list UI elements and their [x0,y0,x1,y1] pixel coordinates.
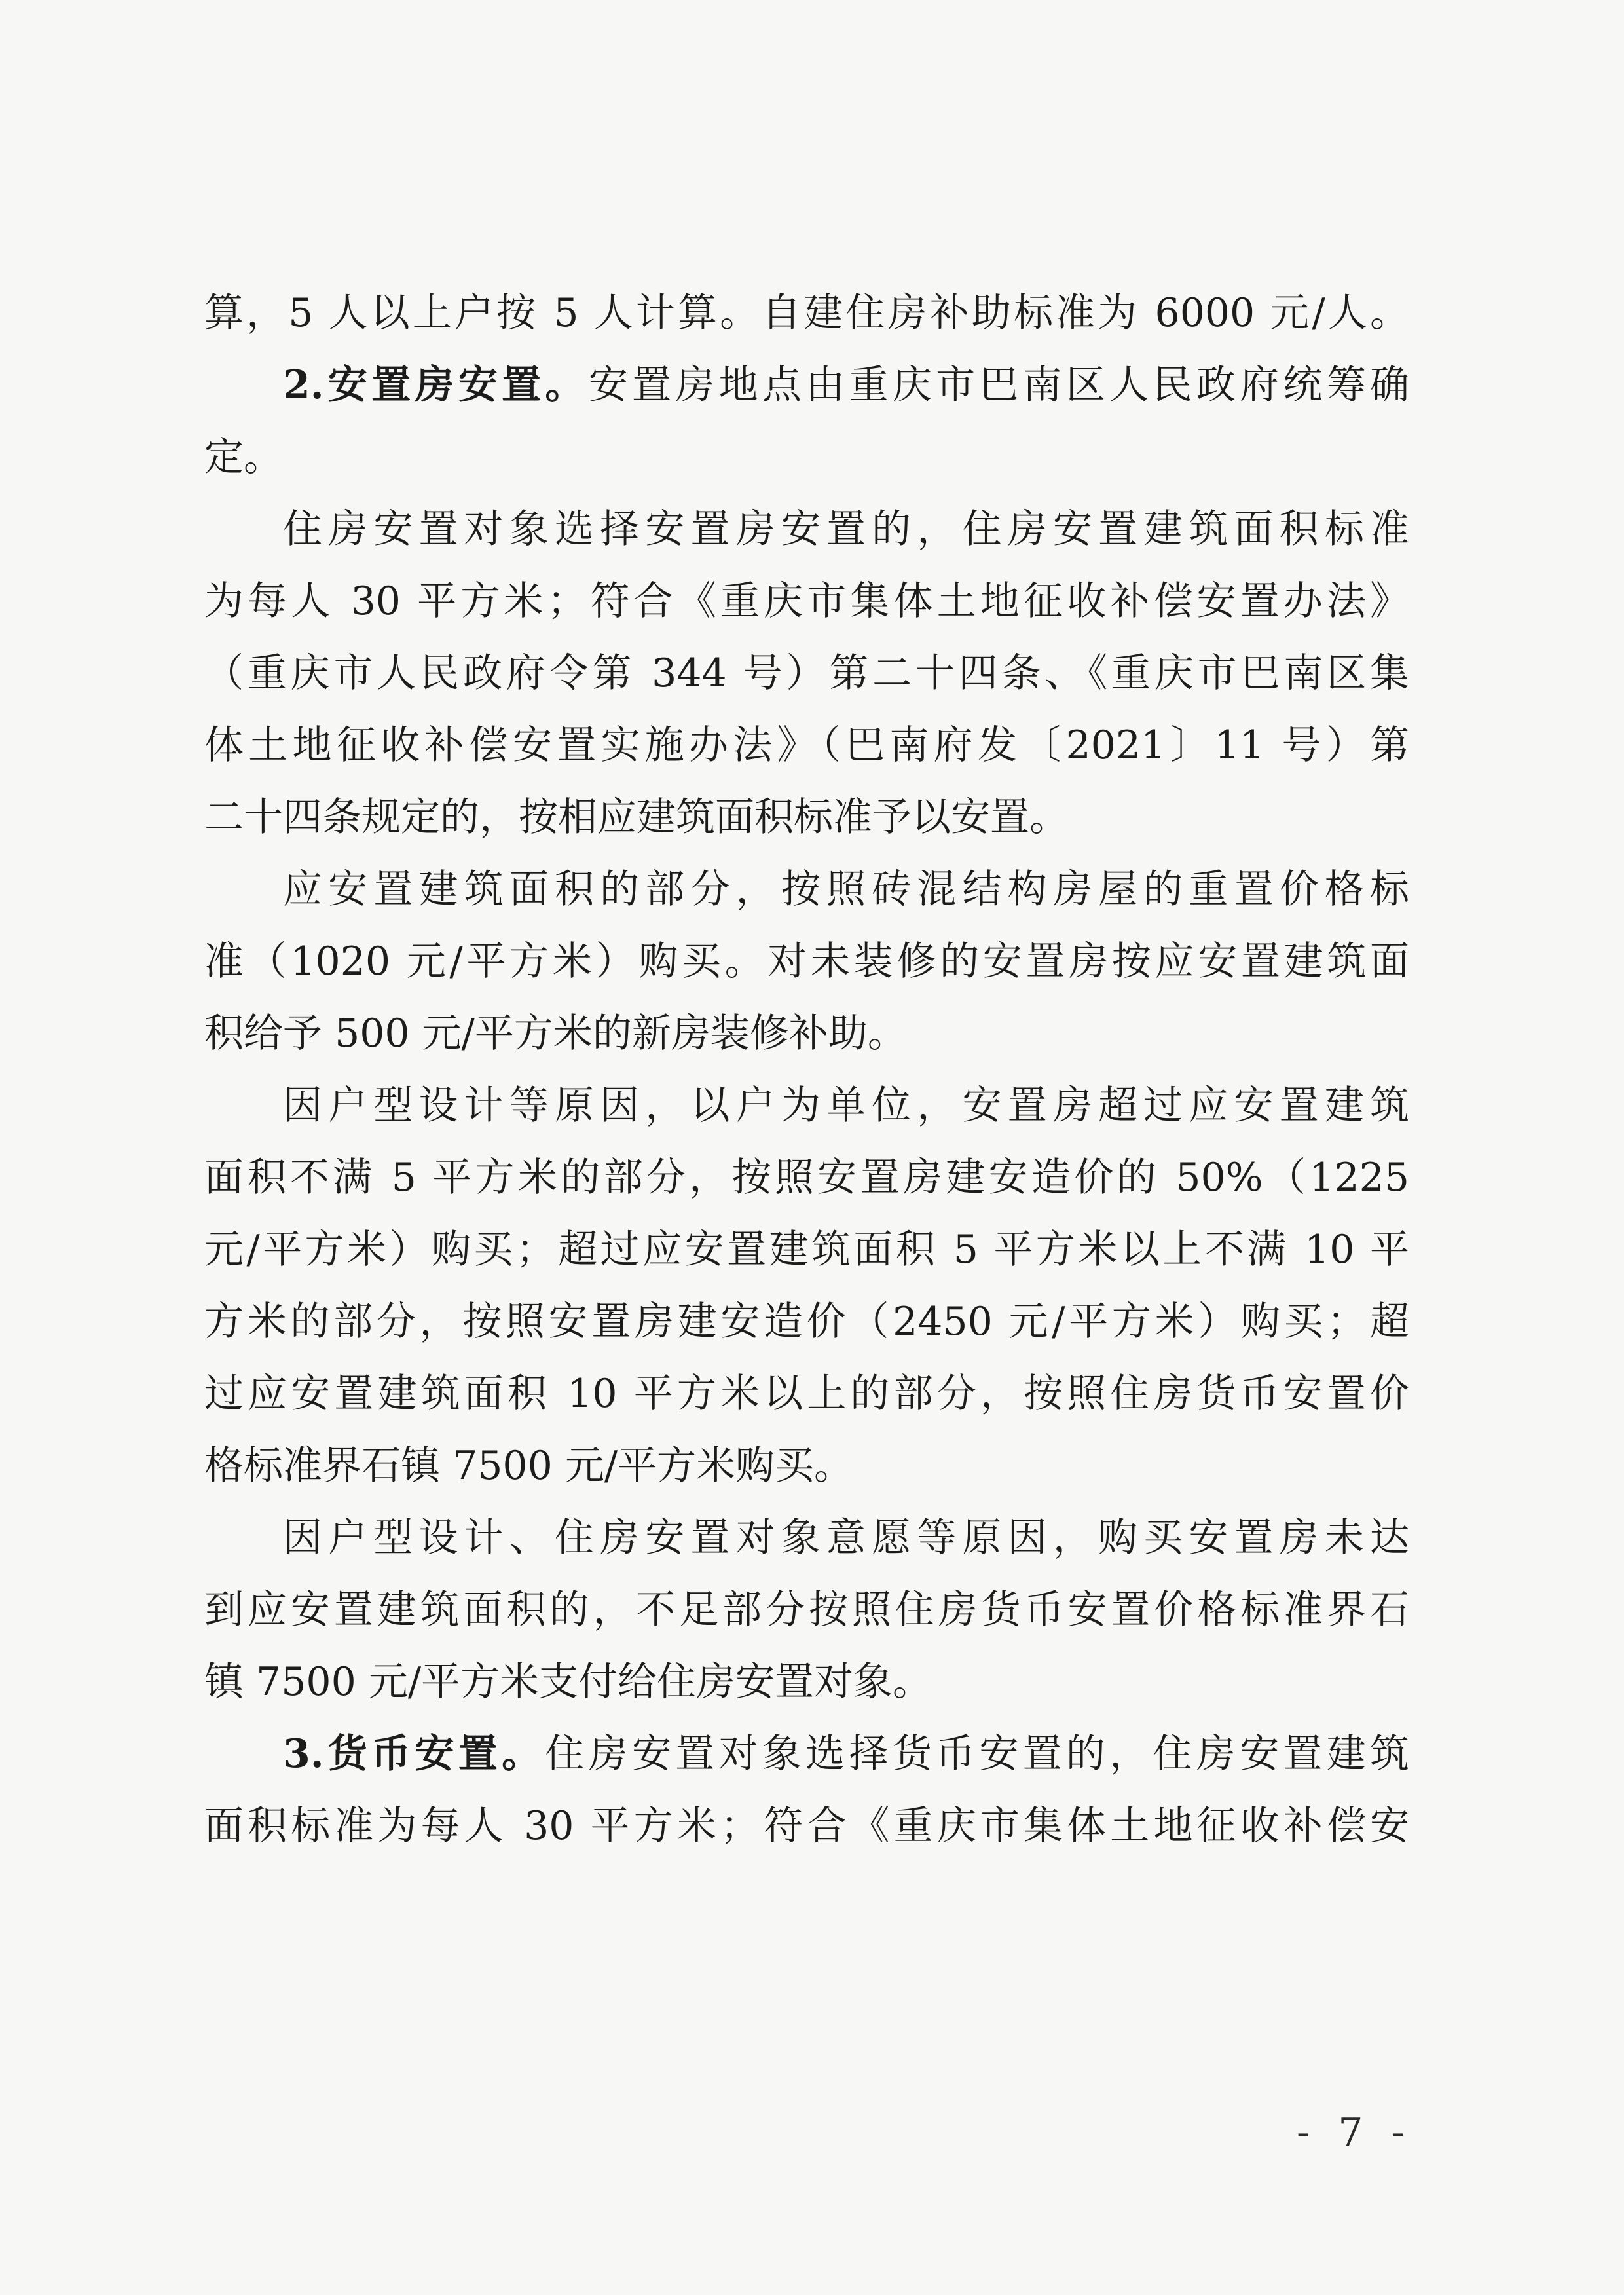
text-line: 安置房地点由重庆市巴南区人民政府统筹确 [588,362,1410,408]
text-line: 二十四条规定的，按相应建筑面积标准予以安置。 [204,794,1069,840]
section-2-line [204,362,1410,408]
text-line: （重庆市人民政府令第 344 号）第二十四条、《重庆市巴南区集 [204,650,1409,696]
text-line: 住房安置对象选择安置房安置的，住房安置建筑面积标准 [283,506,1409,552]
text-line: 应安置建筑面积的部分，按照砖混结构房屋的重置价格标 [283,867,1409,912]
section-heading: 3.货币安置。 [283,1731,545,1777]
text-line: 因户型设计、住房安置对象意愿等原因，购买安置房未达 [283,1515,1409,1561]
text-line: 格标准界石镇 7500 元/平方米购买。 [204,1443,854,1489]
section-3-line [204,1731,1409,1777]
text-line: 方米的部分，按照安置房建安造价（2450 元/平方米）购买；超 [204,1299,1409,1345]
text-line: 算，5 人以上户按 5 人计算。自建住房补助标准为 6000 元/人。 [204,290,1409,336]
section-heading: 2.安置房安置。 [283,362,589,408]
text-line: 面积标准为每人 30 平方米；符合《重庆市集体土地征收补偿安 [204,1803,1409,1849]
text-line: 因户型设计等原因，以户为单位，安置房超过应安置建筑 [283,1083,1409,1129]
body-text [204,290,1410,1878]
text-line: 准（1020 元/平方米）购买。对未装修的安置房按应安置建筑面 [204,939,1409,984]
text-line: 过应安置建筑面积 10 平方米以上的部分，按照住房货币安置价 [204,1371,1409,1417]
text-line: 体土地征收补偿安置实施办法》（巴南府发〔2021〕11 号）第 [204,722,1409,768]
text-line: 定。 [204,434,283,480]
text-line: 积给予 500 元/平方米的新房装修补助。 [204,1011,907,1056]
text-line: 镇 7500 元/平方米支付给住房安置对象。 [204,1659,932,1705]
text-line: 到应安置建筑面积的，不足部分按照住房货币安置价格标准界石 [204,1587,1409,1633]
text-line: 元/平方米）购买；超过应安置建筑面积 5 平方米以上不满 10 平 [204,1227,1409,1273]
text-line: 面积不满 5 平方米的部分，按照安置房建安造价的 50%（1225 [204,1155,1409,1201]
text-line: 住房安置对象选择货币安置的，住房安置建筑 [545,1731,1409,1777]
page-number: - 7 - [1297,2110,1412,2155]
text-line: 为每人 30 平方米；符合《重庆市集体土地征收补偿安置办法》 [204,578,1409,624]
